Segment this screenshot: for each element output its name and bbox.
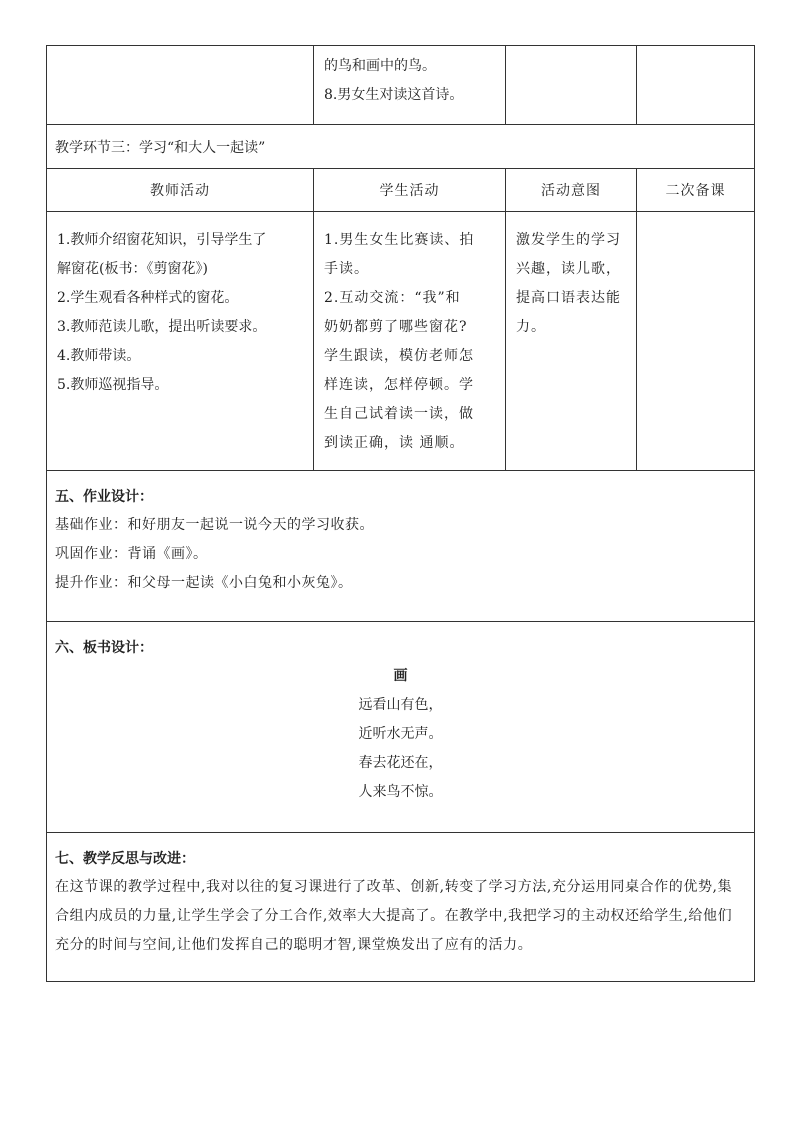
prep-cell-empty — [637, 46, 755, 125]
homework-line: 巩固作业：背诵《画》。 — [55, 546, 208, 562]
intent-line: 兴趣，读儿歌， — [516, 261, 621, 277]
intent-line: 力。 — [516, 319, 546, 335]
intent-line: 激发学生的学习 — [516, 232, 621, 248]
poem-line: 远看山有色， — [358, 697, 443, 713]
homework-cell — [47, 471, 755, 622]
student-line: 生自己试着读一读，做 — [324, 406, 474, 422]
activity-intent-cell — [506, 212, 637, 471]
homework-line: 基础作业：和好朋友一起说一说今天的学习收获。 — [55, 517, 374, 533]
student-line: 学生跟读，模仿老师怎 — [324, 348, 474, 364]
intent-line: 提高口语表达能 — [516, 290, 621, 306]
continuation-row — [47, 46, 755, 125]
student-line: 1.男生女生比赛读、拍 — [324, 232, 475, 248]
reflection-section — [47, 833, 755, 982]
header-activity-intent: 活动意图 — [506, 169, 637, 212]
reflection-title: 七、教学反思与改进： — [55, 851, 195, 867]
student-line: 的鸟和画中的鸟。 — [324, 58, 436, 74]
homework-line: 提升作业：和父母一起读《小白兔和小灰兔》。 — [55, 575, 353, 591]
second-prep-cell — [637, 212, 755, 471]
header-second-prep: 二次备课 — [637, 169, 755, 212]
teacher-line: 2.学生观看各种样式的窗花。 — [57, 290, 239, 306]
activity-header-row — [47, 169, 755, 212]
teacher-line: 4.教师带读。 — [57, 348, 141, 364]
header-teacher-activity: 教师活动 — [47, 169, 314, 212]
intent-cell-empty — [506, 46, 637, 125]
student-line: 2.互动交流：“我”和 — [324, 290, 461, 306]
reflection-text: 在这节课的教学过程中,我对以往的复习课进行了改革、创新,转变了学习方法,充分运用同桌合作的优势,集合组内成员的力量,让学生学会了分工合作,效率大大提高了。在教学中,我把学习的主动权还给学生,给他们充分的时间与空间,让他们发挥自己的聪明才智,课堂焕发出了应有的活力。 — [55, 879, 733, 953]
section3-title: 教学环节三：学习“和大人一起读” — [47, 125, 755, 169]
teacher-line: 1.教师介绍窗花知识，引导学生了 — [57, 232, 267, 248]
teacher-line: 3.教师范读儿歌，提出听读要求。 — [57, 319, 267, 335]
student-line: 8.男女生对读这首诗。 — [324, 87, 464, 103]
homework-section — [47, 471, 755, 622]
board-design-section — [47, 622, 755, 833]
student-activity-cell — [314, 212, 506, 471]
header-student-activity: 学生活动 — [314, 169, 506, 212]
student-line: 奶奶都剪了哪些窗花? — [324, 319, 468, 335]
student-line: 样连读，怎样停顿。学 — [324, 377, 474, 393]
student-line: 手读。 — [324, 261, 369, 277]
student-activity-cell — [314, 46, 506, 125]
activity-content-row — [47, 212, 755, 471]
board-design-title: 六、板书设计： — [55, 640, 153, 656]
poem-line: 人来鸟不惊。 — [358, 784, 443, 800]
poem-line: 春去花还在， — [358, 755, 443, 771]
teacher-activity-cell — [47, 212, 314, 471]
student-line: 到读正确，读 通顺。 — [324, 435, 465, 451]
homework-title: 五、作业设计： — [55, 489, 153, 505]
lesson-plan-table — [46, 45, 755, 982]
board-design-cell — [47, 622, 755, 833]
lesson-plan-page — [46, 45, 754, 982]
poem-title: 画 — [393, 668, 408, 684]
teacher-cell-empty — [47, 46, 314, 125]
reflection-cell — [47, 833, 755, 982]
poem-line: 近听水无声。 — [358, 726, 443, 742]
teacher-line: 5.教师巡视指导。 — [57, 377, 169, 393]
teacher-line: 解窗花(板书：《剪窗花》) — [57, 261, 208, 277]
